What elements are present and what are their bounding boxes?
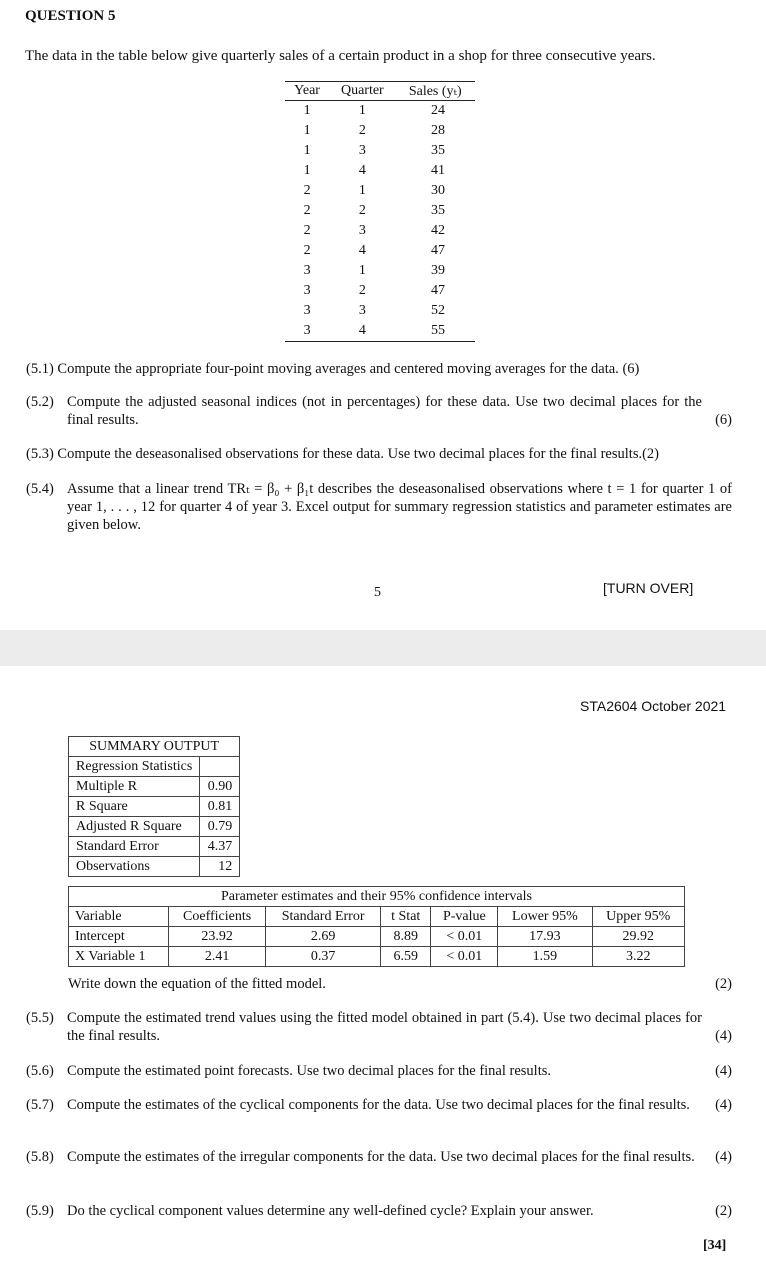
stat-row xyxy=(69,857,240,877)
question-number: (5.9) xyxy=(26,1203,54,1219)
table-row xyxy=(285,101,475,122)
sales-cell: 28 xyxy=(431,123,445,138)
table-row xyxy=(285,121,475,141)
regression-stats-label: Regression Statistics xyxy=(69,757,200,777)
question-number: (5.7) xyxy=(26,1097,54,1113)
params-cell: 2.41 xyxy=(169,947,266,967)
stat-row xyxy=(69,777,240,797)
question-text: Compute the estimates of the irregular components for the data. Use two decimal places for the final results. xyxy=(67,1149,695,1165)
year-cell: 1 xyxy=(303,143,311,158)
params-cell: 2.69 xyxy=(266,927,381,947)
question-marks: (6) xyxy=(715,412,732,428)
question-5-6 xyxy=(26,1062,732,1080)
question-marks: (4) xyxy=(715,1063,732,1079)
table-row xyxy=(285,321,475,342)
question-text: Do the cyclical component values determine any well-defined cycle? Explain your answer. xyxy=(67,1203,594,1219)
sales-cell: 35 xyxy=(431,143,445,158)
turn-over-label: [TURN OVER] xyxy=(603,580,694,596)
summary-title: SUMMARY OUTPUT xyxy=(69,737,240,757)
quarter-cell: 3 xyxy=(358,223,366,238)
total-marks: [34] xyxy=(703,1238,727,1253)
header-year: Year xyxy=(285,82,329,101)
sales-data-table xyxy=(285,81,475,342)
quarter-cell: 2 xyxy=(358,123,366,138)
quarter-cell: 3 xyxy=(358,143,366,158)
year-cell: 2 xyxy=(303,183,311,198)
table-row xyxy=(285,281,475,301)
year-cell: 1 xyxy=(303,103,311,118)
question-number: (5.4) xyxy=(26,481,54,497)
fitted-model-text: Write down the equation of the fitted model. xyxy=(68,976,326,992)
params-cell: 8.89 xyxy=(380,927,431,947)
question-number: (5.2) xyxy=(26,394,54,410)
stat-value: 0.81 xyxy=(200,797,240,817)
question-title: QUESTION 5 xyxy=(25,8,116,24)
params-cell: X Variable 1 xyxy=(69,947,169,967)
quarter-cell: 3 xyxy=(358,303,366,318)
question-text: Compute the appropriate four-point moving averages and centered moving averages for the data. xyxy=(57,361,619,377)
header-quarter: Quarter xyxy=(329,82,395,101)
params-row xyxy=(69,947,685,967)
fitted-model-instruction xyxy=(68,975,732,993)
sales-cell: 42 xyxy=(431,223,445,238)
quarter-cell: 4 xyxy=(358,163,366,178)
year-cell: 3 xyxy=(303,283,311,298)
sales-cell: 55 xyxy=(396,321,476,342)
params-cell: 29.92 xyxy=(592,927,684,947)
params-header-cell: Upper 95% xyxy=(592,907,684,927)
question-text: Assume that a linear trend TRₜ = β₀ + β₁t describes the deseasonalised observations where t = 1 for quarter 1 of year 1, . . . , 12 for quarter 4 of year 3. Excel output for summary regression statistics and parameter estimates are given below. xyxy=(67,481,732,533)
sales-cell: 30 xyxy=(431,183,445,198)
stat-label: Observations xyxy=(69,857,200,877)
sales-cell: 52 xyxy=(431,303,445,318)
question-number: (5.8) xyxy=(26,1149,54,1165)
params-header-cell: Standard Error xyxy=(266,907,381,927)
stat-row xyxy=(69,817,240,837)
table-row xyxy=(285,241,475,261)
question-5-9 xyxy=(26,1202,732,1220)
year-cell: 3 xyxy=(303,303,311,318)
parameter-estimates-table xyxy=(68,886,685,967)
year-cell: 2 xyxy=(303,243,311,258)
table-row xyxy=(285,161,475,181)
quarter-cell: 4 xyxy=(358,243,366,258)
stat-value: 4.37 xyxy=(200,837,240,857)
page-number: 5 xyxy=(374,585,381,600)
question-marks: (4) xyxy=(715,1028,732,1044)
quarter-cell: 2 xyxy=(358,283,366,298)
params-cell: < 0.01 xyxy=(431,947,498,967)
table-row xyxy=(285,141,475,161)
sales-cell: 39 xyxy=(431,263,445,278)
params-header-cell: Coefficients xyxy=(169,907,266,927)
params-cell: Intercept xyxy=(69,927,169,947)
question-5-4 xyxy=(26,480,732,534)
year-cell: 1 xyxy=(303,123,311,138)
question-text: Compute the estimated point forecasts. Use two decimal places for the final results. xyxy=(67,1063,552,1079)
header-sales: Sales (yₜ) xyxy=(396,82,476,101)
question-number: (5.1) xyxy=(26,361,54,377)
quarter-cell: 1 xyxy=(358,263,366,278)
params-header-row xyxy=(69,907,685,927)
question-text: Compute the estimates of the cyclical components for the data. Use two decimal places for the final results. xyxy=(67,1097,690,1113)
params-cell: < 0.01 xyxy=(431,927,498,947)
quarter-cell: 2 xyxy=(358,203,366,218)
year-cell: 2 xyxy=(303,223,311,238)
question-5-5 xyxy=(26,1009,732,1045)
page-header: STA2604 October 2021 xyxy=(580,698,727,714)
sales-cell: 47 xyxy=(431,243,445,258)
quarter-cell: 4 xyxy=(329,321,395,342)
sales-cell: 24 xyxy=(431,103,445,118)
sales-cell: 47 xyxy=(431,283,445,298)
table-row xyxy=(285,221,475,241)
stat-label: Multiple R xyxy=(69,777,200,797)
params-header-cell: Lower 95% xyxy=(498,907,592,927)
question-text: Compute the deseasonalised observations for these data. Use two decimal places for the final results. xyxy=(57,446,643,462)
stat-label: Standard Error xyxy=(69,837,200,857)
quarter-cell: 1 xyxy=(358,183,366,198)
year-cell: 3 xyxy=(285,321,329,342)
sales-cell: 41 xyxy=(431,163,445,178)
params-cell: 0.37 xyxy=(266,947,381,967)
stat-row xyxy=(69,797,240,817)
stat-label: R Square xyxy=(69,797,200,817)
quarter-cell: 1 xyxy=(358,103,366,118)
question-number: (5.5) xyxy=(26,1010,54,1026)
year-cell: 3 xyxy=(303,263,311,278)
fitted-model-marks: (2) xyxy=(715,976,732,992)
params-cell: 1.59 xyxy=(498,947,592,967)
table-row xyxy=(285,201,475,221)
intro-text: The data in the table below give quarterly sales of a certain product in a shop for three consecutive years. xyxy=(25,48,656,64)
question-number: (5.6) xyxy=(26,1063,54,1079)
sales-cell: 35 xyxy=(431,203,445,218)
stat-value: 12 xyxy=(200,857,240,877)
params-cell: 23.92 xyxy=(169,927,266,947)
stat-value: 0.79 xyxy=(200,817,240,837)
page-gap xyxy=(0,630,766,666)
params-header-cell: Variable xyxy=(69,907,169,927)
question-marks: (2) xyxy=(715,1203,732,1219)
question-5-1 xyxy=(26,360,741,378)
year-cell: 1 xyxy=(303,163,311,178)
question-5-2 xyxy=(26,393,732,429)
params-cell: 3.22 xyxy=(592,947,684,967)
question-5-7 xyxy=(26,1096,732,1114)
question-5-3 xyxy=(26,445,741,463)
question-text: Compute the adjusted seasonal indices (not in percentages) for these data. Use two decimal places for the final results. xyxy=(67,394,702,428)
summary-output-table xyxy=(68,736,240,877)
stat-label: Adjusted R Square xyxy=(69,817,200,837)
question-number: (5.3) xyxy=(26,446,54,462)
year-cell: 2 xyxy=(303,203,311,218)
question-marks: (2) xyxy=(642,446,660,462)
params-header-cell: t Stat xyxy=(380,907,431,927)
table-row xyxy=(285,261,475,281)
stat-value: 0.90 xyxy=(200,777,240,797)
question-5-8 xyxy=(26,1148,732,1166)
params-row xyxy=(69,927,685,947)
question-marks: (4) xyxy=(715,1149,732,1165)
table-row xyxy=(285,301,475,321)
question-marks: (4) xyxy=(715,1097,732,1113)
question-text: Compute the estimated trend values using the fitted model obtained in part (5.4). Use two decimal places for the final results. xyxy=(67,1010,702,1044)
question-marks: (6) xyxy=(622,361,640,377)
params-cell: 6.59 xyxy=(380,947,431,967)
table-row xyxy=(285,181,475,201)
params-header-cell: P-value xyxy=(431,907,498,927)
params-title: Parameter estimates and their 95% confidence intervals xyxy=(69,887,685,907)
stat-row xyxy=(69,837,240,857)
params-cell: 17.93 xyxy=(498,927,592,947)
